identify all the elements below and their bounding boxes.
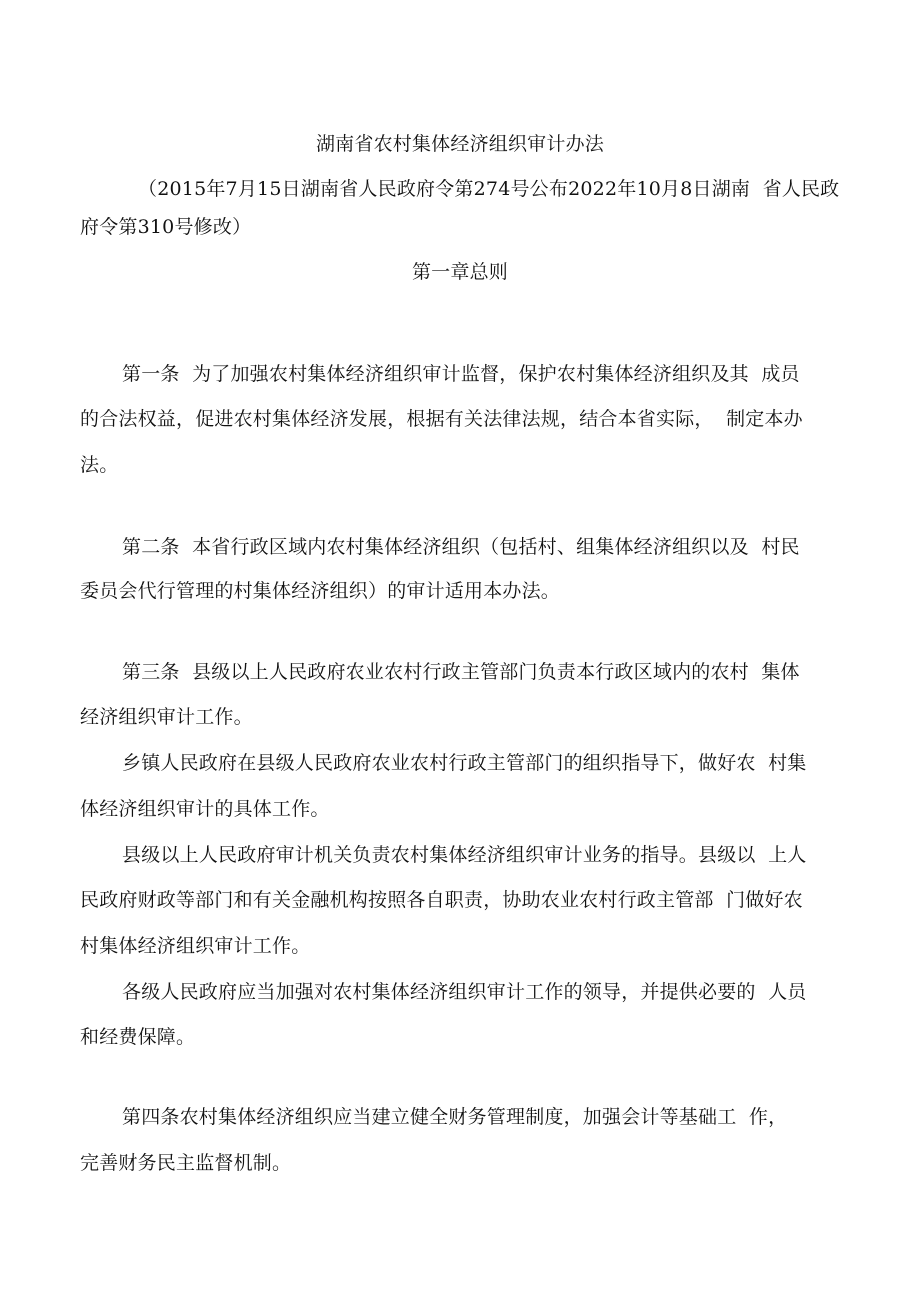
article-2-line: 第二条 本省行政区域内农村集体经济组织（包括村、组集体经济组织以及 村民 — [122, 536, 800, 558]
chapter-heading: 第一章总则 — [411, 261, 508, 283]
document-title: 湖南省农村集体经济组织审计办法 — [315, 133, 604, 155]
article-2-line: 委员会代行管理的村集体经济组织）的审计适用本办法。 — [80, 580, 561, 602]
article-4-line: 完善财务民主监督机制。 — [80, 1152, 292, 1174]
article-3-line: 民政府财政等部门和有关金融机构按照各自职责，协助农业农村行政主管部 门做好农 — [80, 889, 803, 911]
article-1-line: 第一条 为了加强农村集体经济组织审计监督，保护农村集体经济组织及其 成员 — [122, 363, 800, 385]
article-3-line: 村集体经济组织审计工作。 — [80, 935, 311, 957]
article-3-line: 乡镇人民政府在县级人民政府农业农村行政主管部门的组织指导下，做好农 村集 — [122, 752, 807, 774]
article-3-line: 第三条 县级以上人民政府农业农村行政主管部门负责本行政区域内的农村 集体 — [122, 661, 800, 683]
article-4-line: 第四条农村集体经济组织应当建立健全财务管理制度，加强会计等基础工 作， — [122, 1106, 788, 1128]
article-3-line: 体经济组织审计的具体工作。 — [80, 798, 330, 820]
article-3-line: 和经费保障。 — [80, 1026, 196, 1048]
article-3-line: 各级人民政府应当加强对农村集体经济组织审计工作的领导，并提供必要的 人员 — [122, 981, 807, 1003]
subtitle-line: 府令第310号修改） — [80, 216, 252, 238]
article-3-line: 经济组织审计工作。 — [80, 706, 253, 728]
article-3-line: 县级以上人民政府审计机关负责农村集体经济组织审计业务的指导。县级以 上人 — [122, 844, 807, 866]
article-1-line: 的合法权益，促进农村集体经济发展，根据有关法律法规，结合本省实际， 制定本办 — [80, 408, 803, 430]
subtitle-line: （2015年7月15日湖南省人民政府令第274号公布2022年10月8日湖南 省人民政 — [138, 178, 840, 200]
article-1-line: 法。 — [80, 454, 119, 476]
